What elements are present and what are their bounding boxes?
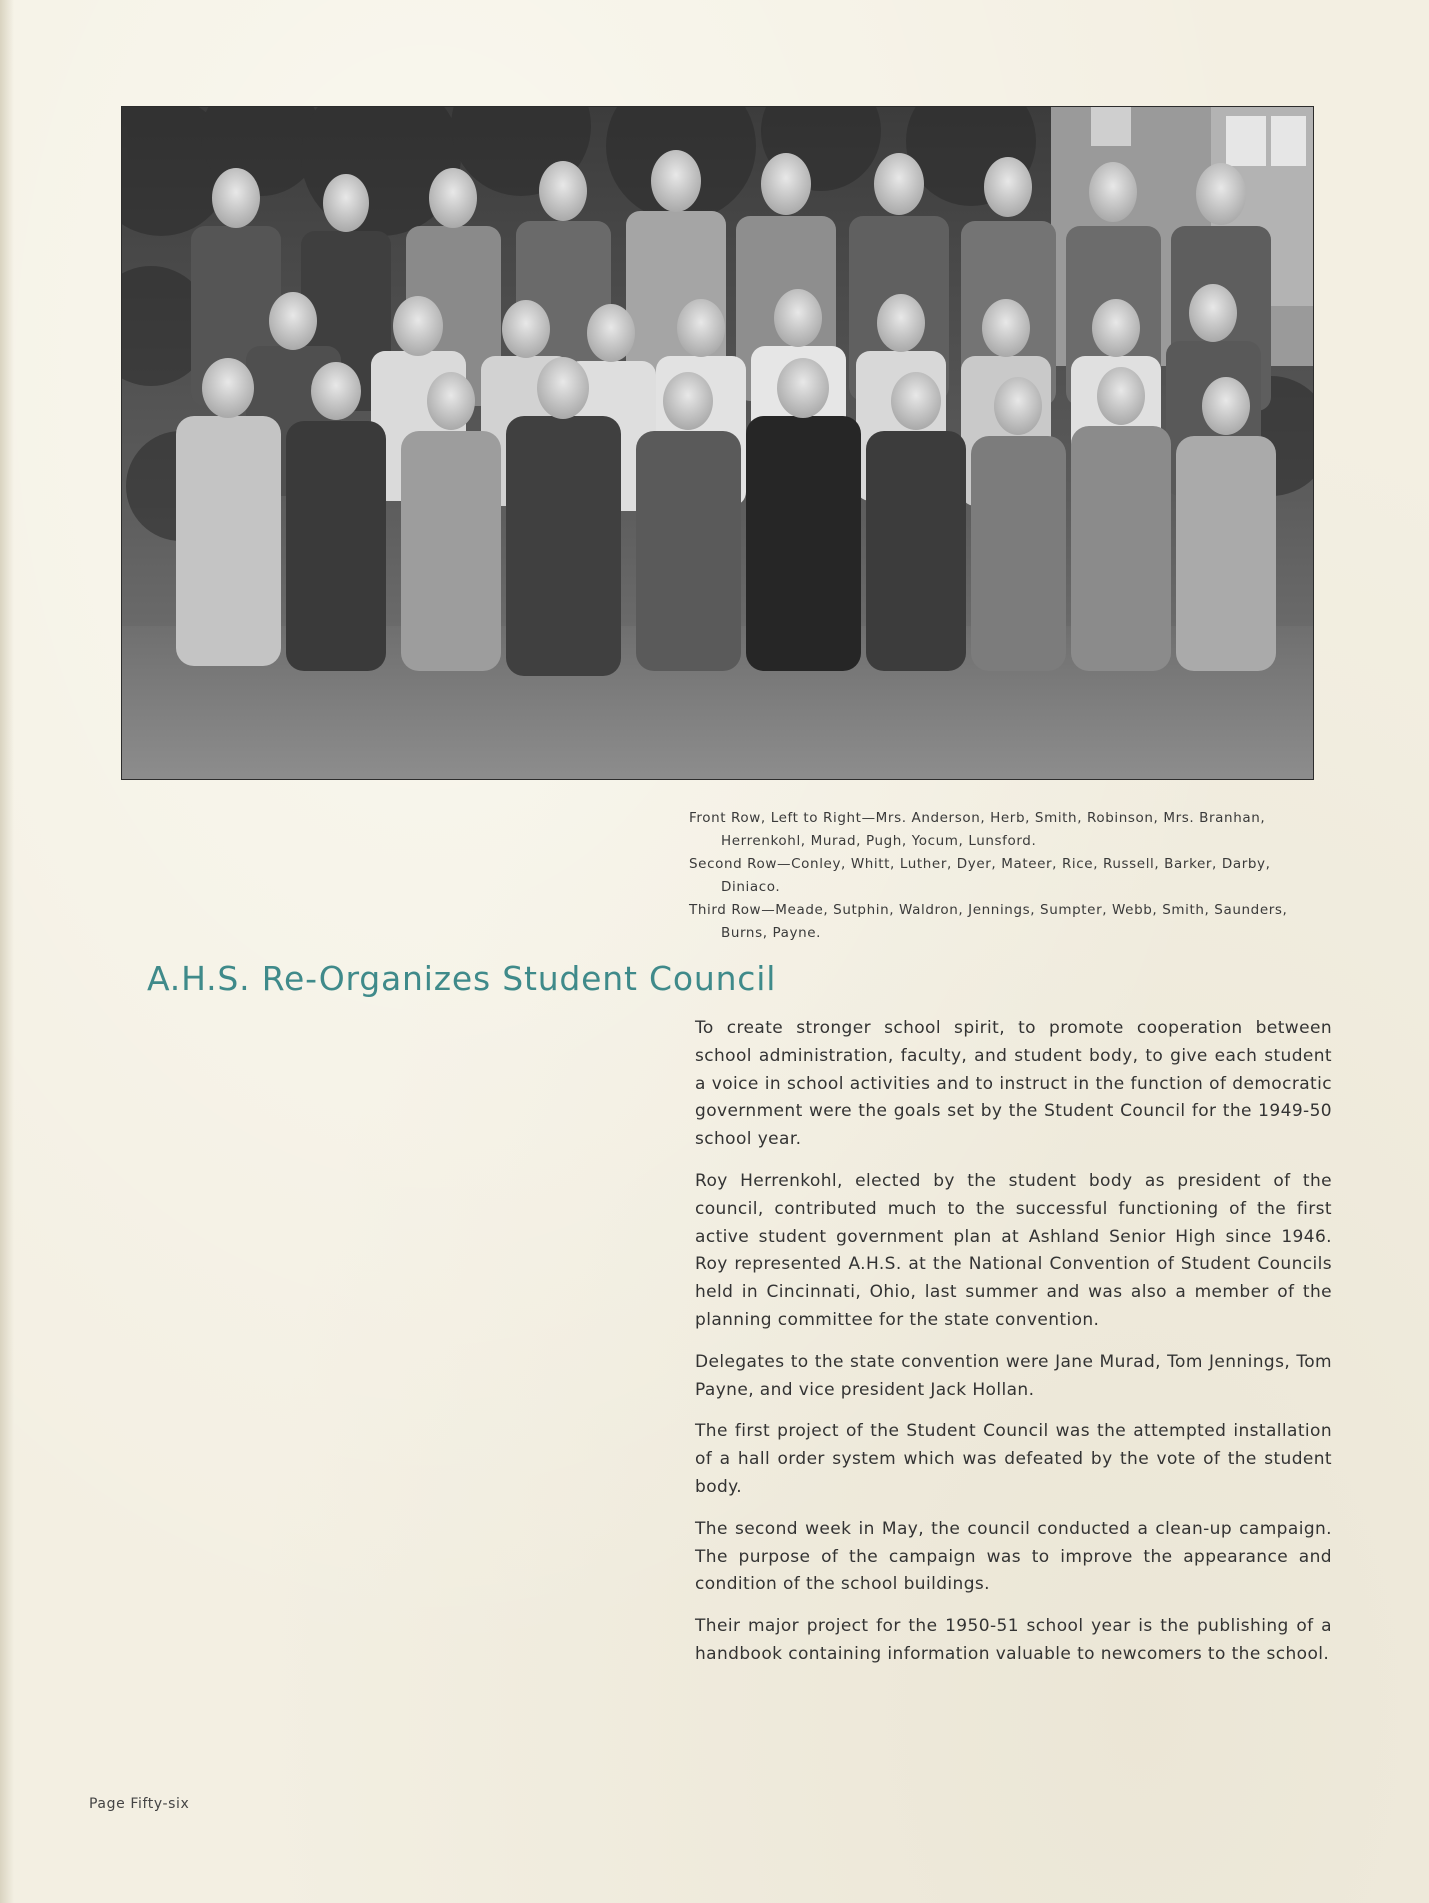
body-paragraph: The first project of the Student Council was the attempted installation of a hall order system which was defeated by the vote of the student body.: [695, 1421, 1332, 1497]
page-number: Page Fifty-six: [89, 1796, 190, 1812]
caption-second-row: Second Row—Conley, Whitt, Luther, Dyer, Mateer, Rice, Russell, Barker, Darby, Diniaco.: [689, 856, 1271, 895]
page-edge-shadow: [0, 0, 14, 1903]
group-photograph-image: [121, 106, 1314, 780]
body-paragraph: Their major project for the 1950-51 school year is the publishing of a handbook containing information valuable to newcomers to the school.: [695, 1616, 1332, 1664]
caption-front-row: Front Row, Left to Right—Mrs. Anderson, Herb, Smith, Robinson, Mrs. Branhan, Herrenkohl, Murad, Pugh, Yocum, Lunsford.: [689, 810, 1266, 849]
article-headline: A.H.S. Re-Organizes Student Council: [147, 959, 777, 998]
photo-caption: [689, 807, 1329, 945]
body-paragraph: Roy Herrenkohl, elected by the student body as president of the council, contributed much to the successful functioning of the first active student government plan at Ashland Senior High since 1946. Roy represented A.H.S. at the National Convention of Student Councils held in Cincinnati, Ohio, last summer and was also a member of the planning committee for the state convention.: [695, 1170, 1332, 1330]
article-body: [695, 1015, 1332, 1683]
body-paragraph: To create stronger school spirit, to promote cooperation between school administration, faculty, and student body, to give each student a voice in school activities and to instruct in the function of democratic government were the goals set by the Student Council for the 1949-50 school year.: [695, 1018, 1332, 1150]
caption-third-row: Third Row—Meade, Sutphin, Waldron, Jennings, Sumpter, Webb, Smith, Saunders, Burns, Payne.: [689, 902, 1288, 941]
body-paragraph: The second week in May, the council conducted a clean-up campaign. The purpose of the campaign was to improve the appearance and condition of the school buildings.: [695, 1518, 1332, 1595]
group-photograph: [121, 106, 1314, 780]
body-paragraph: Delegates to the state convention were Jane Murad, Tom Jennings, Tom Payne, and vice president Jack Hollan.: [695, 1351, 1332, 1400]
